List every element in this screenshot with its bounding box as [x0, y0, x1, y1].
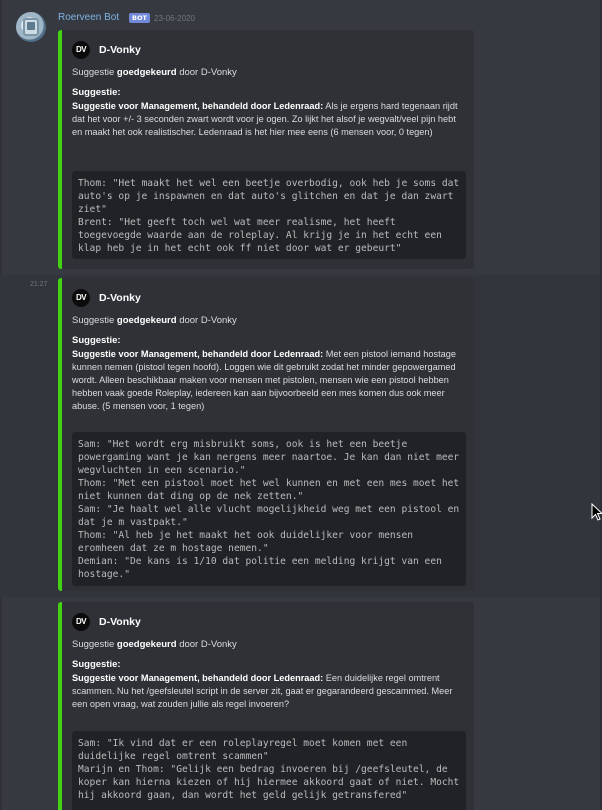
message-row-1	[0, 0, 602, 275]
embed-card	[58, 278, 474, 591]
message-timestamp: 21:27	[30, 281, 48, 288]
embed-field-title: Suggestie:	[72, 659, 121, 670]
author-name[interactable]: Roerveen Bot	[58, 12, 120, 23]
embed-author[interactable]: D-Vonky	[99, 44, 141, 56]
message-row-3	[0, 597, 602, 810]
dv-logo-icon: DV	[72, 613, 90, 631]
mouse-cursor-icon	[591, 503, 602, 521]
embed-description: Suggestie voor Management, behandeld door Ledenraad: Een duidelijke regel omtrent scammen. Nu het /geefsleutel script in de server zit, gaat er gegarandeerd gescammed. Meer een open vraag, wat zouden jullie als regel invoeren?	[72, 673, 453, 710]
embed-status: Suggestie goedgekeurd door D-Vonky	[72, 315, 237, 326]
embed-description: Suggestie voor Management, behandeld door Ledenraad: Als je ergens hard tegenaan rijdt dat het voor +/- 3 seconden zwart wordt voor je ogen. Zo lijkt het alsof je wegvalt/veel pijn hebt en maakt het ook realistischer. Ledenraad is het hier mee eens (6 mensen voor, 0 tegen)	[72, 101, 458, 138]
embed-status: Suggestie goedgekeurd door D-Vonky	[72, 67, 237, 78]
embed-card	[58, 30, 474, 269]
code-block: Thom: "Het maakt het wel een beetje overbodig, ook heb je soms dat auto's op je inspawnen en dat auto's glitchen en dat je dan zwart ziet" Brent: "Het geeft toch wel wat meer realisme, het heeft toegevoegde waarde aan de roleplay. Al krijg je in het echt een klap heb je in het echt ook ff niet door wat er gebeurt"	[72, 171, 466, 259]
message-row-2	[0, 275, 602, 597]
embed-field-title: Suggestie:	[72, 335, 121, 346]
embed-status: Suggestie goedgekeurd door D-Vonky	[72, 639, 237, 650]
bot-badge: BOT	[129, 13, 150, 23]
dv-logo-icon: DV	[72, 41, 90, 59]
embed-description: Suggestie voor Management, behandeld door Ledenraad: Met een pistool iemand hostage kunnen nemen (pistool tegen hoofd). Loggen wie dit gebruikt zodat het minder gepowergamed wordt. Alleen beschikbaar maken voor mensen met pistolen, mensen wie een pistool hebben hebben vaak goede Roleplay, iedereen kan aan bijvoorbeeld een mes komen dus ook meer abuse. (5 mensen voor, 1 tegen)	[72, 349, 456, 412]
code-block: Sam: "Het wordt erg misbruikt soms, ook is het een beetje powergaming want je kan nergens meer naartoe. Je kan dan niet meer wegvluchten in een scenario." Thom: "Met een pistool moet het wel kunnen en met een mes moet het niet kunnen dat ding op de nek zetten." Sam: "Je haalt wel alle vlucht mogelijkheid weg met een pistool en dat je m vastpakt." Thom: "Al heb je het maakt het ook duidelijker voor mensen eromheen dat ze m hostage nemen." Demian: "De kans is 1/10 dat politie een melding krijgt van een hostage."	[72, 432, 466, 586]
dv-logo-icon: DV	[72, 289, 90, 307]
message-date: 23-06-2020	[154, 14, 195, 23]
embed-card	[58, 602, 474, 810]
embed-author[interactable]: D-Vonky	[99, 292, 141, 304]
bot-avatar[interactable]	[16, 12, 46, 42]
embed-author[interactable]: D-Vonky	[99, 616, 141, 628]
embed-field-title: Suggestie:	[72, 87, 121, 98]
code-block: Sam: "Ik vind dat er een roleplayregel moet komen met een duidelijke regel omtrent scammen" Marijn en Thom: "Gelijk een bedrag invoeren bij /geefsleutel, de koper kan hierna kiezen of hij hiermee akkoord gaat of niet. Mocht hij akkoord gaan, dan wordt het geld gelijk getransfered"	[72, 731, 466, 810]
